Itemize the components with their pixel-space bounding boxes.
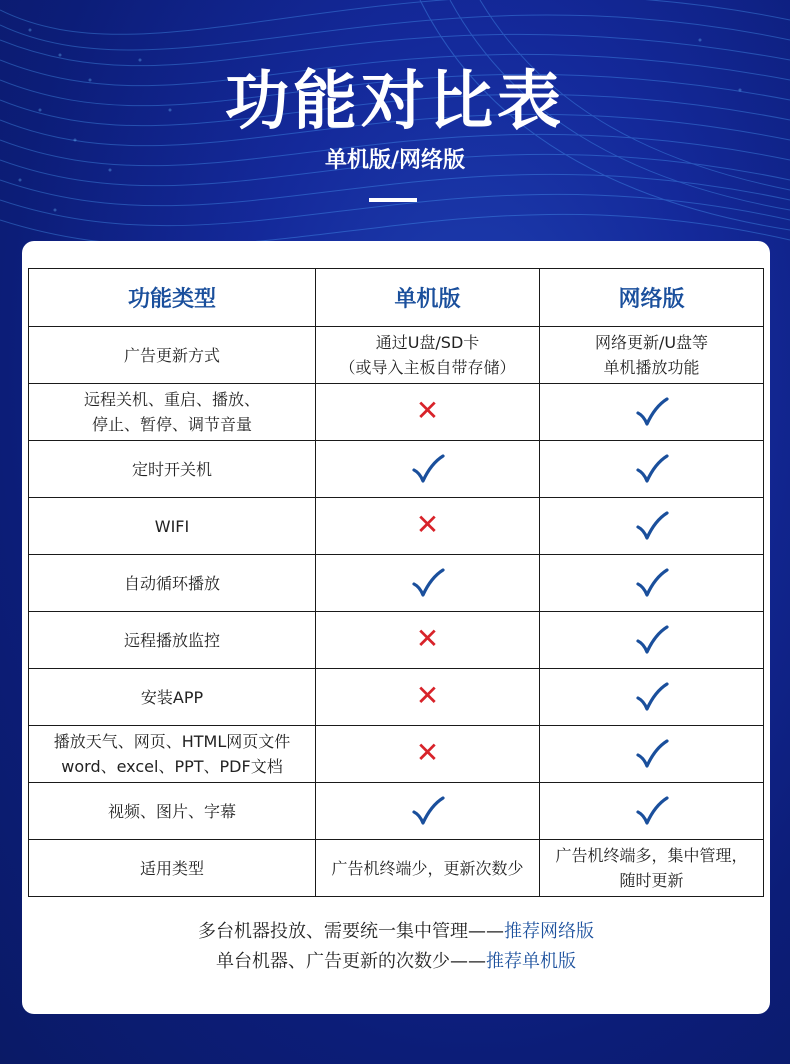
cell-text-line: 广告机终端少，更新次数少 — [331, 858, 524, 878]
header-network: 网络版 — [540, 269, 764, 327]
feature-cell — [29, 783, 316, 840]
network-cell — [540, 612, 764, 669]
network-cell — [540, 555, 764, 612]
comparison-card — [22, 241, 770, 1014]
header-standalone: 单机版 — [316, 269, 540, 327]
recommendation-1-text: 多台机器投放、需要统一集中管理—— — [198, 921, 504, 942]
table-row — [29, 840, 764, 897]
feature-cell — [29, 726, 316, 783]
feature-cell — [29, 612, 316, 669]
check-icon — [635, 402, 669, 421]
table-row — [29, 384, 764, 441]
table-row — [29, 498, 764, 555]
standalone-cell — [316, 384, 540, 441]
cell-text-line: 通过U盘/SD卡 — [375, 333, 480, 352]
cell-text-line: 定时开关机 — [131, 459, 212, 479]
table-row — [29, 612, 764, 669]
feature-cell — [29, 555, 316, 612]
standalone-cell — [316, 612, 540, 669]
table-row — [29, 555, 764, 612]
standalone-cell — [316, 669, 540, 726]
network-cell — [540, 327, 764, 384]
cell-text-line: 适用类型 — [139, 858, 204, 878]
feature-cell — [29, 840, 316, 897]
check-icon — [411, 459, 445, 478]
standalone-cell — [316, 327, 540, 384]
standalone-cell — [316, 498, 540, 555]
comparison-table — [28, 268, 764, 897]
network-cell — [540, 384, 764, 441]
check-icon — [635, 744, 669, 763]
cell-text-line: （或导入主板自带存储） — [339, 358, 516, 377]
recommendation-1-network: 推荐网络版 — [504, 921, 594, 942]
recommendation-line-2 — [22, 947, 770, 977]
check-icon — [411, 801, 445, 820]
cell-text-line: WIFI — [154, 516, 190, 536]
cell-text-line: 远程关机、重启、播放、 — [83, 390, 260, 409]
cell-text-line: 广告更新方式 — [123, 345, 220, 365]
check-icon — [635, 459, 669, 478]
page-subtitle: 单机版/网络版 — [324, 148, 466, 173]
table-header-row — [29, 269, 764, 327]
table-row — [29, 327, 764, 384]
cell-text-line: word、excel、PPT、PDF文档 — [61, 757, 283, 776]
cross-icon: ✕ — [415, 736, 440, 769]
table-row — [29, 783, 764, 840]
standalone-cell — [316, 783, 540, 840]
cell-text-line: 单机播放功能 — [603, 358, 700, 377]
network-cell — [540, 783, 764, 840]
cell-text-line: 停止、暂停、调节音量 — [91, 415, 252, 434]
table-row — [29, 726, 764, 783]
title-underline — [369, 198, 417, 202]
cross-icon: ✕ — [415, 394, 440, 427]
check-icon — [635, 516, 669, 535]
recommendation-line-1 — [22, 917, 770, 947]
network-cell — [540, 441, 764, 498]
standalone-cell — [316, 726, 540, 783]
cell-text-line: 视频、图片、字幕 — [107, 801, 236, 821]
cell-text-line: 播放天气、网页、HTML网页文件 — [53, 732, 291, 751]
feature-cell — [29, 669, 316, 726]
network-cell — [540, 498, 764, 555]
feature-cell — [29, 498, 316, 555]
check-icon — [635, 687, 669, 706]
cell-text-line: 自动循环播放 — [123, 573, 220, 593]
recommendation-2-text: 单台机器、广告更新的次数少—— — [216, 951, 486, 972]
cell-text-line: 广告机终端多，集中管理， — [555, 846, 748, 865]
check-icon — [635, 801, 669, 820]
check-icon — [635, 573, 669, 592]
cell-text-line: 网络更新/U盘等 — [594, 333, 709, 352]
table-row — [29, 441, 764, 498]
page-title: 功能对比表 — [225, 65, 565, 139]
cross-icon: ✕ — [415, 508, 440, 541]
feature-cell — [29, 441, 316, 498]
standalone-cell — [316, 441, 540, 498]
cell-text-line: 远程播放监控 — [123, 630, 220, 650]
network-cell — [540, 840, 764, 897]
header — [0, 0, 790, 240]
header-feature-type: 功能类型 — [29, 269, 316, 327]
cell-text-line: 随时更新 — [619, 871, 684, 890]
network-cell — [540, 669, 764, 726]
check-icon — [635, 630, 669, 649]
standalone-cell — [316, 840, 540, 897]
cross-icon: ✕ — [415, 622, 440, 655]
recommendation-footer — [22, 917, 770, 977]
cell-text-line: 安装APP — [140, 687, 204, 707]
cross-icon: ✕ — [415, 679, 440, 712]
feature-cell — [29, 327, 316, 384]
standalone-cell — [316, 555, 540, 612]
recommendation-2-standalone: 推荐单机版 — [486, 951, 576, 972]
feature-cell — [29, 384, 316, 441]
check-icon — [411, 573, 445, 592]
table-row — [29, 669, 764, 726]
network-cell — [540, 726, 764, 783]
